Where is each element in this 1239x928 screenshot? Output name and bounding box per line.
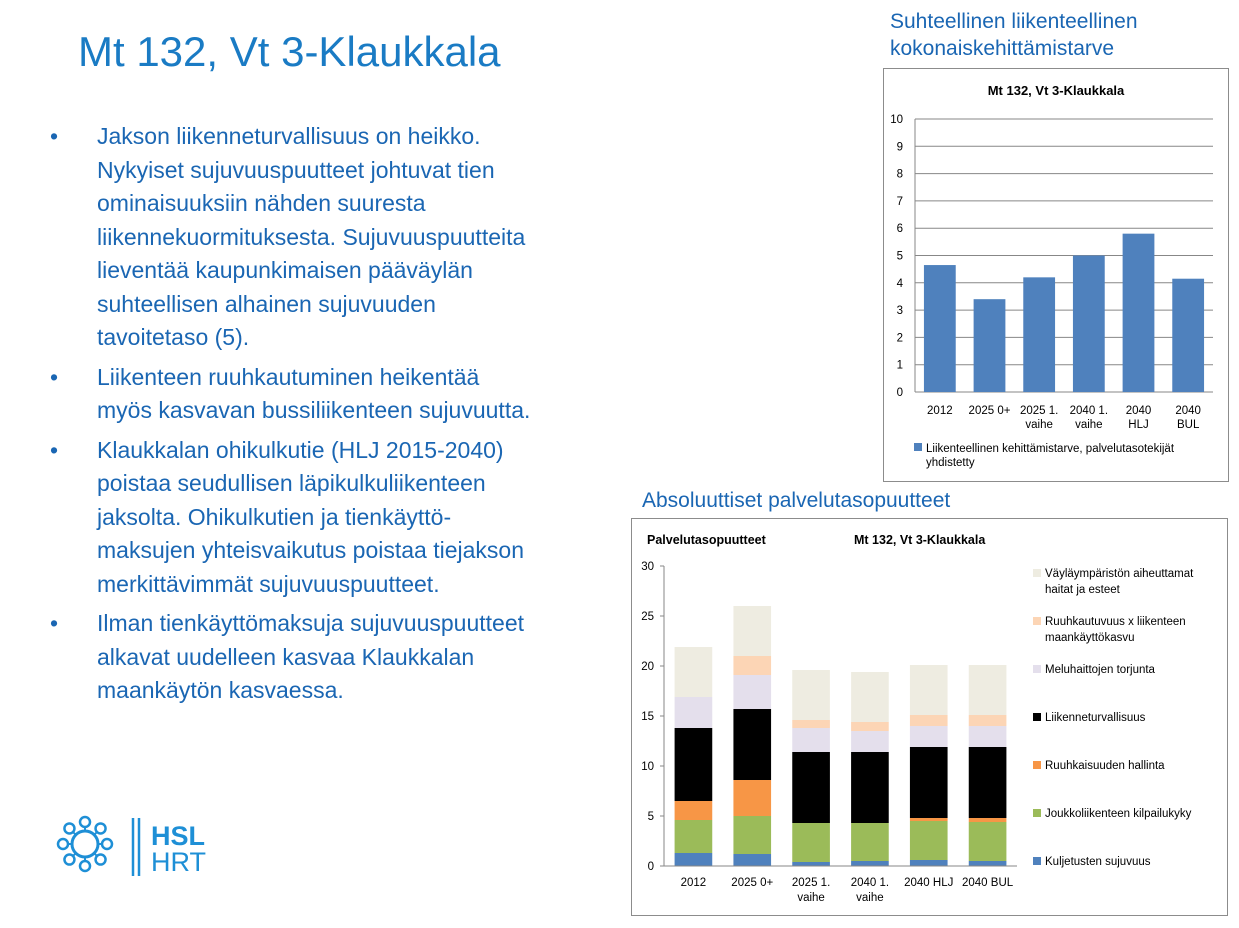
chart1-bar bbox=[1073, 256, 1105, 393]
chart1-bar bbox=[974, 299, 1006, 392]
chart2-bar-segment bbox=[792, 728, 830, 752]
chart2-bar-segment bbox=[910, 726, 948, 747]
chart2-bar-segment bbox=[910, 665, 948, 715]
chart2-bar-segment bbox=[792, 720, 830, 728]
chart2-ytick-label: 20 bbox=[641, 661, 654, 673]
chart2-bar-segment bbox=[792, 670, 830, 720]
chart1-bar bbox=[1172, 279, 1204, 392]
bullet-dot: • bbox=[50, 123, 59, 149]
hsl-sun-logo-icon bbox=[58, 817, 112, 871]
logo-dot bbox=[102, 839, 112, 849]
hsl-logo bbox=[50, 812, 230, 882]
bullet-line: poistaa seudullisen läpikulkuliikenteen bbox=[97, 470, 486, 496]
logo-dot bbox=[80, 817, 90, 827]
logo-dot bbox=[64, 823, 74, 833]
bullet-dot: • bbox=[50, 436, 59, 463]
chart1-legend-swatch bbox=[914, 443, 922, 451]
bullet-line: Nykyiset sujuvuuspuutteet johtuvat tien bbox=[97, 156, 495, 183]
chart1-ytick-label: 2 bbox=[896, 332, 903, 345]
chart2-legend-label: Kuljetusten sujuvuus bbox=[1045, 856, 1151, 868]
chart1-title: Mt 132, Vt 3-Klaukkala bbox=[987, 83, 1125, 98]
chart2-bar-segment bbox=[733, 854, 771, 866]
chart2-bar-segment bbox=[910, 715, 948, 726]
chart2-bar-segment bbox=[792, 862, 830, 866]
chart2-bar-segment bbox=[733, 709, 771, 780]
bullet-line: Liikenteen ruuhkautuminen heikentää bbox=[97, 363, 480, 390]
chart2-legend-label: maankäyttökasvu bbox=[1045, 632, 1135, 644]
bullet-dot: • bbox=[50, 363, 59, 390]
chart1-bar bbox=[1123, 234, 1155, 392]
bullet-line: myös kasvavan bussiliikenteen sujuvuutta. bbox=[97, 397, 531, 423]
bullet-dot: • bbox=[50, 610, 59, 636]
chart2-bar-segment bbox=[733, 675, 771, 709]
chart1-xtick-label: 2040 bbox=[1175, 405, 1201, 417]
chart1-ytick-label: 9 bbox=[896, 141, 903, 154]
chart1-bar bbox=[924, 265, 956, 392]
bullet-line: suhteellisen alhainen sujuvuuden bbox=[97, 290, 436, 317]
chart1-xtick-label: 2025 0+ bbox=[968, 405, 1011, 417]
chart2-legend-swatch bbox=[1033, 713, 1041, 721]
chart2-bar-segment bbox=[910, 818, 948, 821]
logo-text-hrt: HRT bbox=[151, 847, 207, 877]
chart1-legend-label: Liikenteellinen kehittämistarve, palvelutasotekijät bbox=[926, 443, 1175, 455]
chart2-ytick-label: 25 bbox=[641, 611, 654, 623]
chart2-bar-segment bbox=[851, 722, 889, 731]
bullet-line: alkavat uudelleen kasvaa Klaukkalan bbox=[97, 643, 475, 670]
chart2-bar-segment bbox=[792, 752, 830, 823]
chart2-legend-swatch bbox=[1033, 617, 1041, 625]
chart1-ytick-label: 7 bbox=[896, 195, 903, 208]
chart2-legend-swatch bbox=[1033, 569, 1041, 577]
chart1-xtick-label: 2012 bbox=[927, 405, 953, 417]
chart2-legend-label: Väyläympäristön aiheuttamat bbox=[1045, 568, 1194, 580]
chart1-xtick-label: vaihe bbox=[1025, 419, 1053, 431]
chart2-legend-label: Meluhaittojen torjunta bbox=[1045, 664, 1155, 676]
logo-ring bbox=[72, 831, 98, 857]
logo-text-hsl: HSL bbox=[151, 821, 205, 851]
chart2-bar-segment bbox=[969, 747, 1007, 818]
chart2-bar-segment bbox=[792, 823, 830, 862]
chart2-ytick-label: 10 bbox=[641, 761, 654, 773]
chart2-ytick-label: 0 bbox=[647, 861, 654, 873]
chart1-ytick-label: 10 bbox=[890, 114, 903, 126]
chart2-bar-segment bbox=[733, 816, 771, 854]
chart2-legend-label: haitat ja esteet bbox=[1045, 584, 1120, 596]
chart2-bar-segment bbox=[851, 752, 889, 823]
logo-dot bbox=[96, 823, 106, 833]
chart2-bar-segment bbox=[733, 780, 771, 816]
logo-dot bbox=[58, 839, 68, 849]
chart2-legend-label: Ruuhkautuvuus x liikenteen bbox=[1045, 616, 1186, 628]
chart2-svg bbox=[632, 519, 1227, 915]
chart2-ytick-label: 5 bbox=[647, 811, 654, 823]
logo-dot bbox=[64, 855, 74, 865]
bullet-item bbox=[50, 607, 630, 708]
bullet-line: tavoitetaso (5). bbox=[97, 324, 250, 350]
bullet-line: Klaukkalan ohikulkutie (HLJ 2015-2040) bbox=[97, 436, 504, 463]
chart2-bar-segment bbox=[910, 747, 948, 818]
chart2-bar-segment bbox=[851, 731, 889, 752]
chart2-frame bbox=[631, 518, 1228, 916]
bullet-item bbox=[50, 434, 630, 602]
chart2-xtick-label: 2040 1. bbox=[850, 877, 890, 889]
chart2-legend-swatch bbox=[1033, 761, 1041, 769]
chart1-xtick-label: HLJ bbox=[1128, 419, 1149, 431]
chart2-title: Mt 132, Vt 3-Klaukkala bbox=[854, 533, 986, 547]
chart1-xtick-label: 2040 1. bbox=[1069, 405, 1109, 417]
chart2-legend-label: Joukkoliikenteen kilpailukyky bbox=[1045, 808, 1192, 820]
bullet-list bbox=[50, 120, 630, 714]
chart1-ytick-label: 3 bbox=[896, 305, 903, 318]
bullet-line: Jakson liikenneturvallisuus on heikko. bbox=[97, 123, 481, 149]
chart2-heading: Absoluuttiset palvelutasopuutteet bbox=[642, 489, 951, 512]
chart2-bar-segment bbox=[733, 656, 771, 675]
chart1-heading bbox=[890, 8, 1138, 62]
chart1-bar bbox=[1023, 277, 1055, 392]
bullet-item bbox=[50, 120, 630, 355]
chart2-xtick-label: 2040 BUL bbox=[962, 877, 1014, 889]
chart2-bar-segment bbox=[675, 728, 713, 801]
chart1-heading-line: kokonaiskehittämistarve bbox=[890, 37, 1115, 60]
chart2-title-left: Palvelutasopuutteet bbox=[647, 533, 766, 547]
chart1-legend-label: yhdistetty bbox=[926, 457, 975, 469]
chart2-xtick-label: 2012 bbox=[680, 877, 707, 889]
chart2-legend-swatch bbox=[1033, 665, 1041, 673]
bullet-line: ominaisuuksiin nähden suuresta bbox=[97, 190, 426, 216]
chart2-bar-segment bbox=[675, 647, 713, 697]
chart2-bar-segment bbox=[851, 823, 889, 861]
bullet-item bbox=[50, 361, 630, 428]
chart2-bar-segment bbox=[910, 821, 948, 860]
chart2-bar-segment bbox=[851, 672, 889, 722]
chart1-heading-line: Suhteellinen liikenteellinen bbox=[890, 10, 1138, 33]
chart1-xtick-label: 2025 1. bbox=[1019, 405, 1059, 417]
chart2-bar-segment bbox=[969, 715, 1007, 726]
chart2-ytick-label: 30 bbox=[641, 561, 654, 573]
bullet-line: merkittävimmät sujuvuuspuutteet. bbox=[97, 570, 440, 597]
chart2-bar-segment bbox=[969, 726, 1007, 747]
hsl-logo-svg bbox=[50, 812, 230, 882]
chart2-xtick-label: 2025 1. bbox=[791, 877, 831, 889]
bullet-line: maankäytön kasvaessa. bbox=[97, 677, 344, 703]
chart2-legend-swatch bbox=[1033, 809, 1041, 817]
chart2-ytick-label: 15 bbox=[641, 711, 654, 723]
chart1-ytick-label: 8 bbox=[896, 168, 903, 181]
slide-title: Mt 132, Vt 3-Klaukkala bbox=[78, 28, 501, 75]
bullet-line: Ilman tienkäyttömaksuja sujuvuuspuutteet bbox=[97, 610, 525, 636]
chart2-legend-swatch bbox=[1033, 857, 1041, 865]
chart2-bar-segment bbox=[675, 820, 713, 853]
chart1-xtick-label: vaihe bbox=[1075, 419, 1103, 431]
chart2-bar-segment bbox=[851, 861, 889, 866]
chart1-ytick-label: 5 bbox=[896, 250, 903, 263]
chart2-bar-segment bbox=[733, 606, 771, 656]
chart2-xtick-label: vaihe bbox=[797, 892, 825, 904]
chart1-frame bbox=[883, 68, 1229, 482]
chart2-legend-label: Ruuhkaisuuden hallinta bbox=[1045, 760, 1165, 772]
logo-dot bbox=[96, 855, 106, 865]
chart2-bar-segment bbox=[969, 861, 1007, 866]
chart2-bar-segment bbox=[969, 818, 1007, 822]
chart2-bar-segment bbox=[969, 665, 1007, 715]
chart1-xtick-label: 2040 bbox=[1125, 405, 1152, 417]
chart1-ytick-label: 1 bbox=[896, 359, 903, 372]
bullet-line: lieventää kaupunkimaisen pääväylän bbox=[97, 257, 473, 283]
chart2-xtick-label: vaihe bbox=[856, 892, 884, 904]
chart1-xtick-label: BUL bbox=[1176, 419, 1200, 431]
bullet-line: maksujen yhteisvaikutus poistaa tiejakson bbox=[97, 537, 525, 563]
chart1-ytick-label: 4 bbox=[896, 277, 903, 290]
chart1-svg bbox=[884, 69, 1228, 481]
chart2-bar-segment bbox=[910, 860, 948, 866]
chart1-ytick-label: 0 bbox=[896, 387, 903, 399]
chart2-bar-segment bbox=[675, 801, 713, 820]
logo-dot bbox=[80, 861, 90, 871]
chart2-bar-segment bbox=[675, 853, 713, 866]
chart2-xtick-label: 2025 0+ bbox=[731, 877, 774, 889]
chart2-xtick-label: 2040 HLJ bbox=[904, 877, 954, 889]
bullet-line: jaksolta. Ohikulkutien ja tienkäyttö- bbox=[97, 503, 452, 530]
chart1-ytick-label: 6 bbox=[896, 223, 903, 236]
chart2-legend-label: Liikenneturvallisuus bbox=[1045, 712, 1146, 724]
chart2-bar-segment bbox=[675, 697, 713, 728]
bullet-line: liikennekuormituksesta. Sujuvuuspuutteita bbox=[97, 223, 526, 250]
chart2-bar-segment bbox=[969, 822, 1007, 861]
